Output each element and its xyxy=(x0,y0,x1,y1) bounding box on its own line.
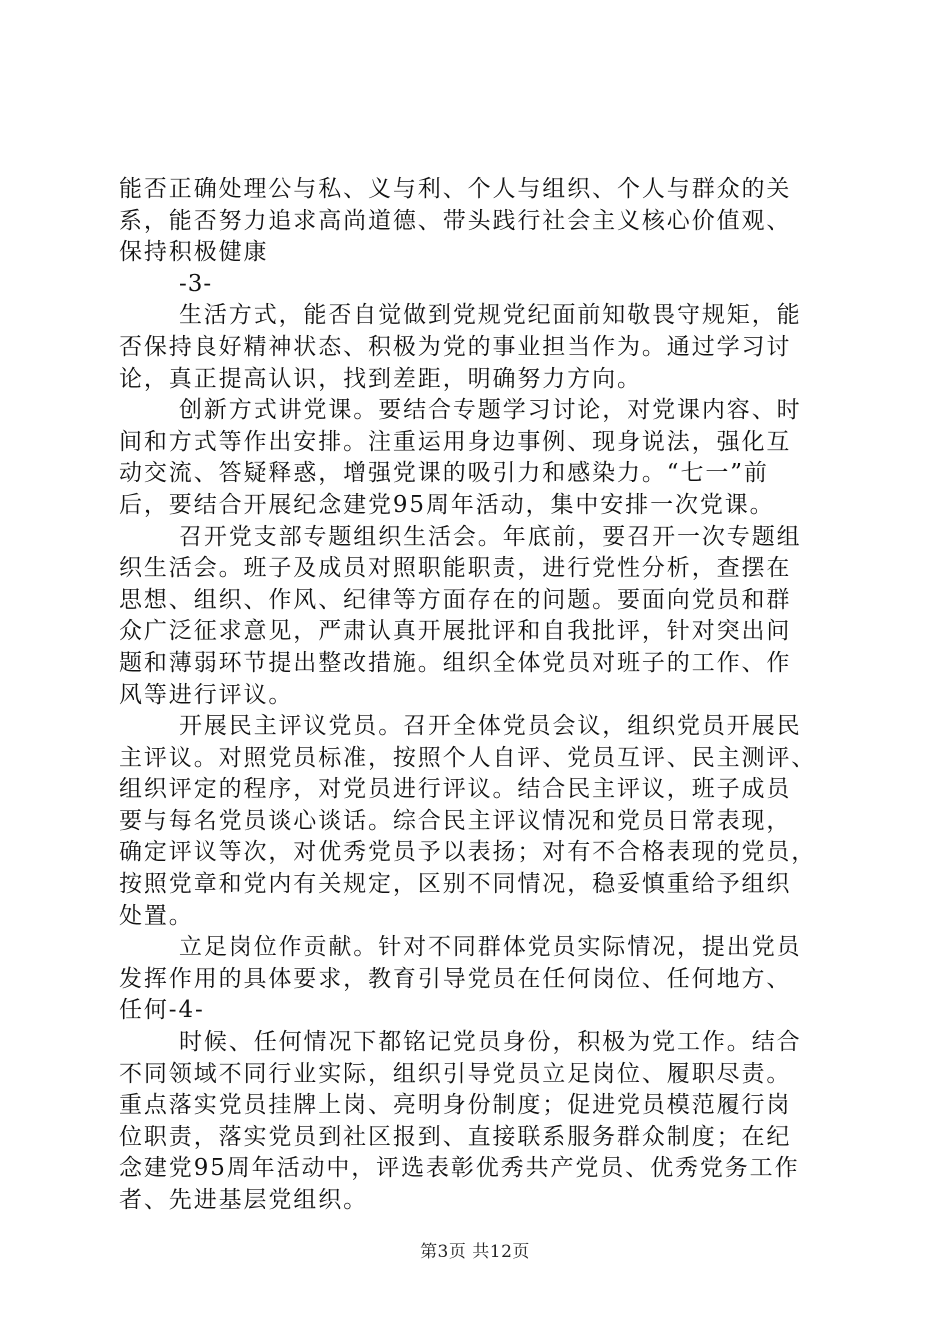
text-line: 生活方式，能否自觉做到党规党纪面前知敬畏守规矩，能 xyxy=(179,302,802,329)
text-line: 重点落实党员挂牌上岗、亮明身份制度；促进党员模范履行岗 xyxy=(119,1092,792,1119)
text-line: 时候、任何情况下都铭记党员身份，积极为党工作。结合 xyxy=(179,1029,802,1056)
text-line: 风等进行评议。 xyxy=(119,681,294,708)
text-line: 后，要结合开展纪念建党95周年活动，集中安排一次党课。 xyxy=(119,491,775,518)
text-line: 动交流、答疑释惑，增强党课的吸引力和感染力。“七一”前 xyxy=(119,460,769,487)
text-line: 不同领域不同行业实际，组织引导党员立足岗位、履职尽责。 xyxy=(119,1060,792,1087)
paragraph-start-lecture: 创新方式讲党课。要结合专题学习讨论，对党课内容、时 xyxy=(179,397,802,424)
text-line: 组织评定的程序，对党员进行评议。结合民主评议，班子成员 xyxy=(119,776,792,803)
text-line: 确定评议等次，对优秀党员予以表扬；对有不合格表现的党员， xyxy=(119,839,817,866)
text-line: 论，真正提高认识，找到差距，明确努力方向。 xyxy=(119,365,642,392)
text-line: 要与每名党员谈心谈话。综合民主评议情况和党员日常表现， xyxy=(119,807,792,834)
text-line: 题和薄弱环节提出整改措施。组织全体党员对班子的工作、作 xyxy=(119,649,792,676)
text-line: 保持积极健康 xyxy=(119,239,269,266)
document-body xyxy=(119,174,835,1217)
text-line: 者、先进基层党组织。 xyxy=(119,1187,368,1213)
text-line: 能否正确处理公与私、义与利、个人与组织、个人与群众的关 xyxy=(119,176,792,202)
text-line: 织生活会。班子及成员对照职能职责，进行党性分析，查摆在 xyxy=(119,555,792,582)
text-line: 发挥作用的具体要求，教育引导党员在任何岗位、任何地方、 xyxy=(119,965,792,992)
paragraph-start-meeting: 召开党支部专题组织生活会。年底前，要召开一次专题组 xyxy=(179,523,802,550)
page-footer xyxy=(0,1241,950,1263)
text-line: 思想、组织、作风、纪律等方面存在的问题。要面向党员和群 xyxy=(119,586,792,613)
paragraph-start-evaluation: 开展民主评议党员。召开全体党员会议，组织党员开展民 xyxy=(179,713,802,740)
text-line: 间和方式等作出安排。注重运用身边事例、现身说法，强化互 xyxy=(119,428,792,455)
text-line: 念建党95周年活动中，评选表彰优秀共产党员、优秀党务工作 xyxy=(119,1155,800,1182)
text-line: 处置。 xyxy=(119,902,194,929)
text-line: 任何-4- xyxy=(119,997,205,1024)
text-line: 否保持良好精神状态、积极为党的事业担当作为。通过学习讨 xyxy=(119,333,792,360)
page-marker: -3- xyxy=(179,270,213,297)
text-line: 系，能否努力追求高尚道德、带头践行社会主义核心价值观、 xyxy=(119,207,792,234)
paragraph-start-contribution: 立足岗位作贡献。针对不同群体党员实际情况，提出党员 xyxy=(179,934,802,961)
text-line: 位职责，落实党员到社区报到、直接联系服务群众制度；在纪 xyxy=(119,1123,792,1150)
page-number-label: 第3页 共12页 xyxy=(420,1242,530,1262)
text-line: 主评议。对照党员标准，按照个人自评、党员互评、民主测评、 xyxy=(119,744,817,771)
text-line: 众广泛征求意见，严肃认真开展批评和自我批评，针对突出问 xyxy=(119,618,792,645)
text-line: 按照党章和党内有关规定，区别不同情况，稳妥慎重给予组织 xyxy=(119,871,792,898)
